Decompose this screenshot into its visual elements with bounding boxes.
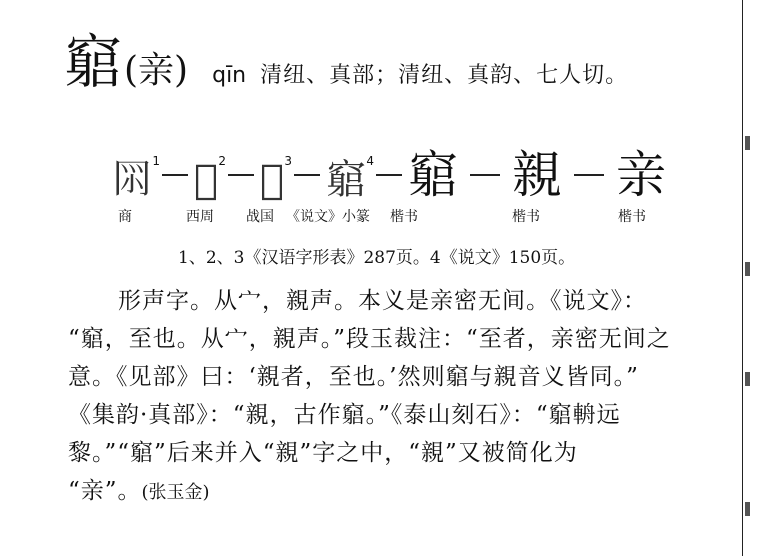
era-label: 《说文》小篆 bbox=[286, 209, 370, 225]
evolution-glyph-western-zhou: 𡪩 2 bbox=[194, 154, 227, 203]
margin-mark bbox=[745, 502, 750, 516]
glyph-ref-number: 3 bbox=[284, 154, 293, 168]
simplified-form: (亲) bbox=[124, 50, 189, 91]
glyph-ref-number: 2 bbox=[218, 154, 227, 168]
body-line: 形声字。从宀，親声。本义是亲密无间。《说文》： bbox=[118, 288, 647, 314]
era-label: 楷书 bbox=[618, 209, 646, 225]
glyph-ref-number: 4 bbox=[366, 154, 375, 168]
body-line: 《集韵·真部》：“親，古作竆。”《泰山刻石》：“竆輈远 bbox=[68, 402, 621, 428]
era-label: 商 bbox=[118, 209, 132, 225]
evolution-glyph-warring-states: 𡪩 3 bbox=[260, 154, 293, 203]
glyph-evolution-row bbox=[112, 138, 667, 204]
evolution-dash bbox=[574, 174, 604, 176]
era-label: 楷书 bbox=[512, 209, 540, 225]
evolution-dash bbox=[376, 174, 402, 176]
evolution-glyph-regular-1: 竆 bbox=[408, 146, 459, 204]
evolution-dash bbox=[470, 174, 500, 176]
evolution-dash bbox=[294, 174, 320, 176]
headword: 竆 bbox=[64, 28, 123, 96]
era-label: 楷书 bbox=[390, 209, 418, 225]
glyph-ref-number: 1 bbox=[152, 154, 160, 168]
era-label: 战国 bbox=[246, 209, 274, 225]
evolution-dash bbox=[228, 174, 254, 176]
body-line-last bbox=[68, 472, 724, 512]
source-note: 1、2、3《汉语字形表》287页。4《说文》150页。 bbox=[178, 248, 576, 268]
evolution-dash bbox=[162, 174, 188, 176]
evolution-glyph-regular-3: 亲 bbox=[616, 146, 667, 204]
era-label: 西周 bbox=[186, 209, 214, 225]
evolution-glyph-shang: 𠕘 1 bbox=[112, 154, 160, 203]
body-line-text: “亲”。 bbox=[68, 478, 142, 504]
margin-mark bbox=[745, 262, 750, 276]
body-line: 黎。”“竆”后来并入“親”字之中，“親”又被简化为 bbox=[68, 440, 578, 466]
body-line: 意。《见部》曰：‘親者，至也。’然则竆与親音义皆同。” bbox=[68, 364, 639, 390]
entry-header bbox=[64, 30, 628, 94]
phonology-note: 清纽、真部；清纽、真韵、七人切。 bbox=[260, 63, 629, 88]
body-line: “竆，至也。从宀，親声。”段玉裁注：“至者，亲密无间之 bbox=[68, 326, 671, 352]
entry-body bbox=[68, 282, 724, 512]
evolution-glyph-regular-2: 親 bbox=[512, 146, 563, 204]
author-credit: (张玉金) bbox=[141, 482, 210, 503]
margin-mark bbox=[745, 136, 750, 150]
pinyin: qīn bbox=[212, 63, 247, 88]
evolution-glyph-small-seal: 竆 4 bbox=[326, 154, 375, 203]
margin-mark bbox=[745, 372, 750, 386]
page-edge-rule bbox=[742, 0, 743, 556]
